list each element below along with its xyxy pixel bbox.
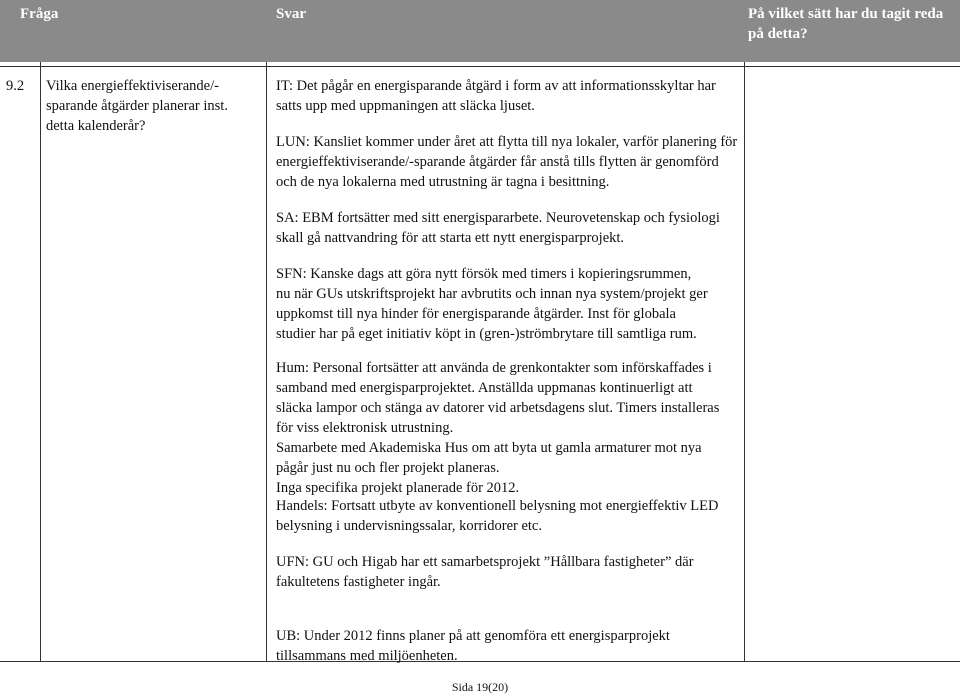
answer-ub: [276, 626, 670, 666]
answer-line: Hum: Personal fortsätter att använda de grenkontakter som införskaffades i: [276, 360, 712, 376]
answer-lun: [276, 132, 737, 192]
answer-line: för viss elektronisk utrustning.: [276, 420, 454, 436]
row-top-border: [0, 66, 960, 67]
answer-sa: [276, 208, 720, 248]
table-header: [0, 0, 960, 62]
header-fraga: Fråga: [20, 6, 59, 22]
answer-hum: [276, 358, 719, 498]
answer-handels: [276, 496, 718, 536]
question-line: detta kalenderår?: [46, 118, 146, 134]
header-source-line1: På vilket sätt har du tagit reda: [748, 6, 944, 22]
answer-line: SFN: Kanske dags att göra nytt försök med timers i kopieringsrummen,: [276, 266, 692, 282]
answer-line: belysning i undervisningssalar, korridorer etc.: [276, 518, 542, 534]
header-svar: Svar: [276, 6, 306, 22]
answer-line: tillsammans med miljöenheten.: [276, 648, 458, 664]
answer-line: släcka lampor och stänga av datorer vid arbetsdagens slut. Timers installeras: [276, 400, 720, 416]
answer-sfn: [276, 264, 708, 344]
answer-line: Inga specifika projekt planerade för 2012.: [276, 480, 520, 496]
answer-ufn: [276, 552, 694, 592]
header-source: [748, 4, 948, 44]
header-source-line2: på detta?: [748, 26, 808, 42]
col-divider-1: [40, 62, 41, 662]
question-number: 9.2: [6, 78, 25, 94]
question-line: Vilka energieffektiviserande/-: [46, 78, 219, 94]
answer-line: och de nya lokalerna med utrustning är tagna i besittning.: [276, 174, 610, 190]
answer-line: studier har på eget initiativ köpt in (gren-)strömbrytare till samtliga rum.: [276, 326, 697, 342]
col-divider-3: [744, 62, 745, 662]
col-divider-2: [266, 62, 267, 662]
answer-line: fakultetens fastigheter ingår.: [276, 574, 441, 590]
answer-line: SA: EBM fortsätter med sitt energispararbete. Neurovetenskap och fysiologi: [276, 210, 720, 226]
answer-line: UB: Under 2012 finns planer på att genomföra ett energisparprojekt: [276, 628, 670, 644]
question-text: [46, 76, 256, 136]
question-line: sparande åtgärder planerar inst.: [46, 98, 228, 114]
answer-line: uppkomst till nya hinder för energisparande åtgärder. Inst för globala: [276, 306, 676, 322]
answer-it: [276, 76, 716, 116]
answer-line: Samarbete med Akademiska Hus om att byta ut gamla armaturer mot nya: [276, 440, 702, 456]
page-number: Sida 19(20): [451, 680, 509, 694]
answer-line: Handels: Fortsatt utbyte av konventionell belysning mot energieffektiv LED: [276, 498, 719, 514]
answer-line: UFN: GU och Higab har ett samarbetsprojekt ”Hållbara fastigheter” där: [276, 554, 694, 570]
answer-line: energieffektiviserande/-sparande åtgärder får anstå tills flytten är genomförd: [276, 154, 719, 170]
answer-line: skall gå nattvandring för att starta ett nytt energisparprojekt.: [276, 230, 625, 246]
answer-line: pågår just nu och fler projekt planeras.: [276, 460, 500, 476]
answer-line: satts upp med uppmaningen att släcka ljuset.: [276, 98, 535, 114]
answer-line: LUN: Kansliet kommer under året att flytta till nya lokaler, varför planering för: [276, 134, 738, 150]
answer-line: nu när GUs utskriftsprojekt har avbrutits och innan nya system/projekt ger: [276, 286, 708, 302]
answer-line: IT: Det pågår en energisparande åtgärd i form av att informationsskyltar har: [276, 78, 716, 94]
answer-line: samband med energisparprojektet. Anställda uppmanas kontinuerligt att: [276, 380, 693, 396]
